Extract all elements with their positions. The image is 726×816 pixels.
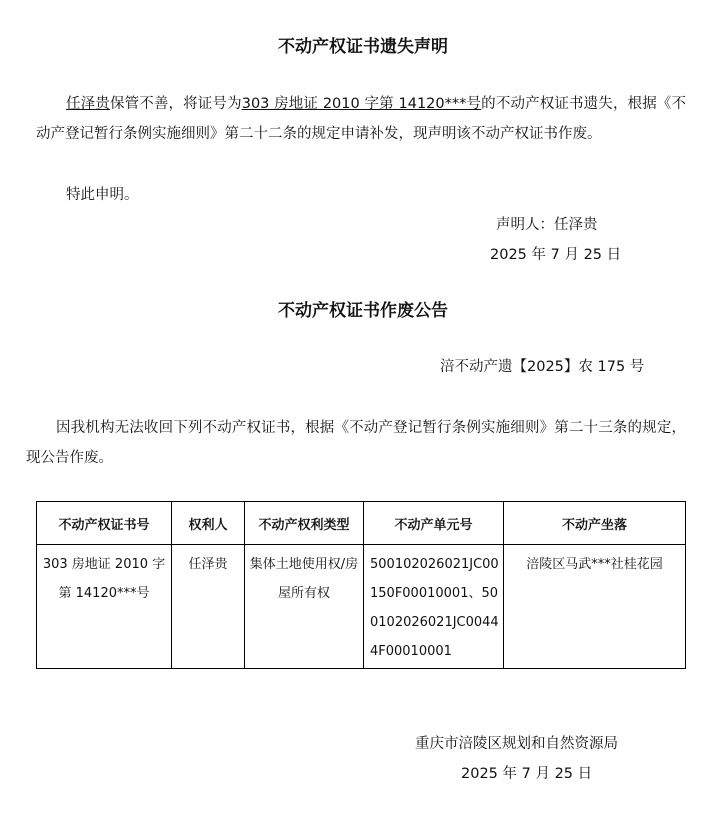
- announcement-paragraph: 因我机构无法收回下列不动产权证书，根据《不动产登记暂行条例实施细则》第二十三条的规定，现公告作废。: [26, 420, 686, 466]
- table-header-row: [37, 502, 686, 545]
- declaration-date: 2025 年 7 月 25 日: [490, 247, 622, 263]
- document-number: 涪不动产遗【2025】农 175 号: [440, 359, 645, 375]
- declaration-closing: 特此申明。: [66, 187, 139, 203]
- cell-owner: 任泽贵: [172, 545, 245, 669]
- cell-cert-no: 303 房地证 2010 字第 14120***号: [37, 545, 172, 669]
- certificate-number: 303 房地证 2010 字第 14120***号: [241, 96, 482, 112]
- header-owner: 权利人: [172, 502, 245, 545]
- certificate-table: [36, 501, 686, 669]
- declarant-signature: 声明人：任泽贵: [496, 217, 598, 233]
- announcement-date: 2025 年 7 月 25 日: [461, 766, 593, 782]
- header-unit-no: 不动产单元号: [364, 502, 504, 545]
- header-location: 不动产坐落: [504, 502, 686, 545]
- holder-name: 任泽贵: [66, 96, 110, 112]
- cell-right-type: 集体土地使用权/房屋所有权: [245, 545, 364, 669]
- cell-unit-no: 500102026021JC00150F00010001、500102026021JC00444F00010001: [364, 545, 504, 669]
- header-right-type: 不动产权利类型: [245, 502, 364, 545]
- header-cert-no: 不动产权证书号: [37, 502, 172, 545]
- declaration-title: 不动产权证书遗失声明: [278, 37, 448, 57]
- declaration-text-a: 保管不善，将证号为: [109, 96, 242, 112]
- declaration-text-b: 的不动产权证书遗失，根据《不动产登记暂行条例实施细则》第二十二条的规定申请补发，现声明该不动产权证书作废。: [36, 96, 687, 142]
- table-row: [37, 545, 686, 669]
- issuing-organization: 重庆市涪陵区规划和自然资源局: [415, 736, 618, 752]
- announcement-title: 不动产权证书作废公告: [278, 301, 448, 321]
- declaration-paragraph: [36, 89, 686, 149]
- cell-location: 涪陵区马武***社桂花园: [504, 545, 686, 669]
